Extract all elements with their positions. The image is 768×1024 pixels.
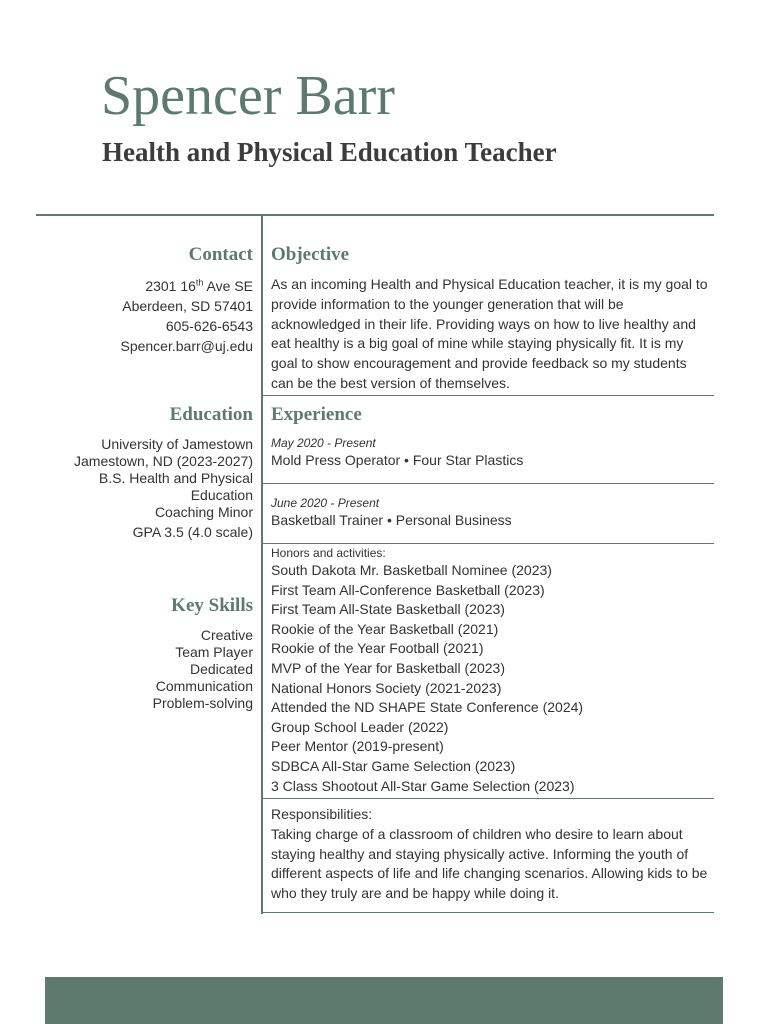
honor-item: National Honors Society (2021-2023) xyxy=(271,679,502,696)
honor-item: Rookie of the Year Football (2021) xyxy=(271,640,484,657)
job-entry xyxy=(271,436,711,469)
honor-item: Group School Leader (2022) xyxy=(271,718,449,735)
contact-city: Aberdeen, SD 57401 xyxy=(122,298,253,314)
job-role: Mold Press Operator • Four Star Plastics xyxy=(271,452,524,468)
objective-heading: Objective xyxy=(271,244,350,265)
resume-title: Health and Physical Education Teacher xyxy=(102,137,557,167)
skills-section xyxy=(153,594,253,712)
education-line: GPA 3.5 (4.0 scale) xyxy=(132,524,253,540)
honors-divider xyxy=(263,798,714,799)
job-divider xyxy=(263,543,714,544)
address-suffix: th xyxy=(195,277,204,288)
education-line: Coaching Minor xyxy=(154,504,253,520)
address-number: 2301 16 xyxy=(145,278,196,294)
contact-section xyxy=(120,243,253,356)
contact-phone: 605-626-6543 xyxy=(165,318,253,334)
address-rest: Ave SE xyxy=(203,278,253,294)
job-entry xyxy=(271,496,711,529)
skills-heading: Key Skills xyxy=(171,595,253,616)
responsibilities-section xyxy=(271,805,711,904)
honor-item: Rookie of the Year Basketball (2021) xyxy=(271,620,499,637)
skill-item: Creative xyxy=(200,627,253,643)
contact-email[interactable]: Spencer.barr@uj.edu xyxy=(120,338,253,354)
education-line: Jamestown, ND (2023-2027) xyxy=(74,453,253,469)
skill-item: Team Player xyxy=(175,644,253,660)
honor-item: Peer Mentor (2019-present) xyxy=(271,738,444,755)
responsibilities-label: Responsibilities: xyxy=(271,806,373,822)
objective-text: As an incoming Health and Physical Education teacher, it is my goal to provide information to the younger generation that will be acknowledged in their life. Providing ways on how to live healthy and eat healthy is a big goal of mine while staying physically fit. It is my goal to show encouragement and provide feedback so my students can be the best version of themselves. xyxy=(271,276,708,391)
honors-label: Honors and activities: xyxy=(271,546,386,560)
education-line: B.S. Health and Physical xyxy=(98,470,253,486)
honor-item: South Dakota Mr. Basketball Nominee (2023) xyxy=(271,562,552,578)
column-divider xyxy=(261,216,263,914)
honor-item: MVP of the Year for Basketball (2023) xyxy=(271,659,505,676)
honor-item: First Team All-State Basketball (2023) xyxy=(271,601,505,618)
responsibilities-divider xyxy=(263,912,714,913)
header-divider xyxy=(36,214,714,216)
skill-item: Problem-solving xyxy=(152,695,253,711)
honor-item: Attended the ND SHAPE State Conference (2024) xyxy=(271,699,584,716)
education-line: University of Jamestown xyxy=(101,436,253,452)
contact-address xyxy=(120,276,253,296)
skill-item: Dedicated xyxy=(189,661,253,677)
job-date: June 2020 - Present xyxy=(271,496,380,510)
honor-item: SDBCA All-Star Game Selection (2023) xyxy=(271,757,516,774)
experience-heading: Experience xyxy=(271,404,362,425)
resume-name: Spencer Barr xyxy=(101,65,395,127)
objective-divider xyxy=(263,395,714,396)
honors-section xyxy=(271,546,711,796)
job-date: May 2020 - Present xyxy=(271,436,376,450)
responsibilities-text: Taking charge of a classroom of children who desire to learn about staying healthy and staying physically active. Informing the youth of different aspects of life and life changing scenarios. Allowing kids to be who they truly are and be happy while doing it. xyxy=(271,825,708,902)
skill-item: Communication xyxy=(155,678,253,694)
education-heading: Education xyxy=(169,404,253,425)
honor-item: 3 Class Shootout All-Star Game Selection (2023) xyxy=(271,777,575,794)
education-line: Education xyxy=(190,487,253,503)
job-divider xyxy=(263,483,714,484)
job-role: Basketball Trainer • Personal Business xyxy=(271,512,512,528)
contact-heading: Contact xyxy=(188,244,253,265)
education-section xyxy=(74,403,253,541)
footer-bar xyxy=(45,977,723,1024)
honor-item: First Team All-Conference Basketball (2023) xyxy=(271,581,545,598)
